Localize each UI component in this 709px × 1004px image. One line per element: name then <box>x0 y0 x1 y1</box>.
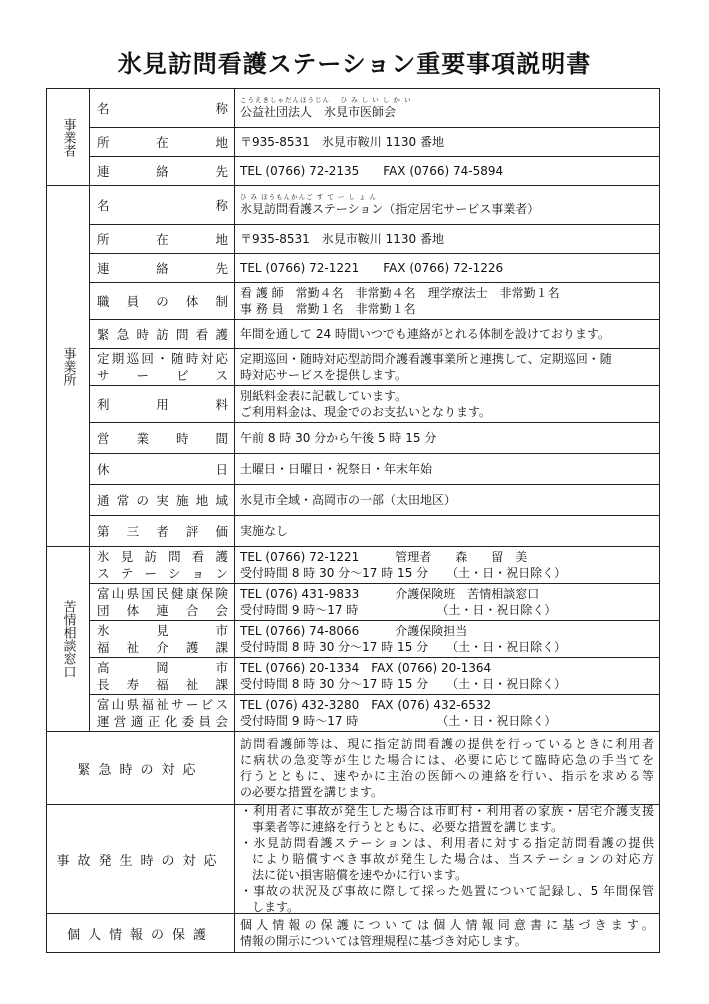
row-value <box>235 89 659 127</box>
bullet-line: ・氷見訪問看護ステーションは、利用者に対する指定訪問看護の提供 <box>240 836 654 850</box>
row-label <box>90 386 235 422</box>
row-label-line: 名 称 <box>97 100 228 116</box>
complaints-row <box>90 694 659 731</box>
operator-row <box>90 127 659 156</box>
row-value-line: ご利用料金は、現金でのお支払いとなります。 <box>240 405 492 419</box>
row-value-line: TEL (0766) 72-1221 管理者 森 留 美 <box>240 550 528 564</box>
row-label-line: 利 用 料 <box>97 396 228 412</box>
row-value-line: 氷見市全域・高岡市の一部（太田地区） <box>240 493 457 507</box>
text-line: 訪問看護師等は、現に指定訪問看護の提供を行っているときに利用者 <box>240 737 654 751</box>
office-row <box>90 484 659 515</box>
row-value <box>235 584 659 620</box>
row-value-line: 受付時間 9 時～17 時 （土・日・祝日除く） <box>240 714 557 728</box>
row-value-line: TEL (0766) 20-1334 FAX (0766) 20-1364 <box>240 661 492 675</box>
row-value <box>235 516 659 546</box>
complaints-row <box>90 620 659 657</box>
row-value <box>235 283 659 319</box>
row-value-line: TEL (076) 432-3280 FAX (076) 432-6532 <box>240 698 492 712</box>
row-value-line: TEL (0766) 74-8066 介護保険担当 <box>240 624 468 638</box>
complaints-rows <box>90 547 659 731</box>
row-label-line: 運営適正化委員会 <box>97 714 228 729</box>
row-value <box>235 186 659 224</box>
emergency-text <box>235 732 659 804</box>
row-label <box>90 584 235 620</box>
row-label <box>90 225 235 253</box>
row-label <box>90 423 235 453</box>
privacy-section <box>47 913 659 952</box>
text-line: 情報の開示については管理規程に基づき対応します。 <box>240 934 527 948</box>
row-label-line: 第三者評価 <box>97 523 228 539</box>
row-label-line: サービス <box>97 368 228 383</box>
office-row <box>90 515 659 546</box>
row-value-line: TEL (0766) 72-2135 FAX (0766) 74-5894 <box>240 164 504 178</box>
row-label-line: 職員の体制 <box>97 293 228 309</box>
row-label-line: 定期巡回・随時対応 <box>97 351 228 366</box>
row-label-line: 緊急時訪問看護 <box>97 326 228 342</box>
furigana: ひ み ほうもんかんご す て ー し ょ ん <box>240 193 378 201</box>
row-label <box>90 186 235 224</box>
row-label-line: 所 在 地 <box>97 231 228 247</box>
office-row <box>90 319 659 348</box>
office-section <box>47 185 659 546</box>
office-row <box>90 186 659 224</box>
operator-row <box>90 89 659 127</box>
row-value <box>235 254 659 282</box>
row-value <box>235 695 659 731</box>
privacy-label: 個人情報の保護 <box>47 914 235 952</box>
row-label-line: 氷見市 <box>97 623 228 638</box>
row-label <box>90 254 235 282</box>
row-label-line: 名 称 <box>97 197 228 213</box>
row-value <box>235 128 659 156</box>
row-value-line: 〒935-8531 氷見市鞍川 1130 番地 <box>240 232 444 246</box>
page-title: 氷見訪問看護ステーション重要事項説明書 <box>117 50 592 78</box>
office-row <box>90 282 659 319</box>
office-rows <box>90 186 659 546</box>
row-label-line: 連 絡 先 <box>97 163 228 179</box>
row-label <box>90 157 235 185</box>
row-value <box>235 157 659 185</box>
accident-text <box>235 805 659 913</box>
office-row <box>90 385 659 422</box>
row-label <box>90 516 235 546</box>
emergency-label: 緊急時の対応 <box>47 732 235 804</box>
row-label-line: 営業時間 <box>97 430 228 446</box>
text-line: 個人情報の保護については個人情報同意書に基づきます。 <box>240 918 654 932</box>
explanation-form <box>46 88 660 953</box>
furigana: こうえきしゃだんほうじん ひ み し い し か い <box>240 96 412 104</box>
complaints-row <box>90 547 659 583</box>
row-value-line: 実施なし <box>240 524 289 538</box>
accident-section <box>47 804 659 913</box>
accident-label: 事故発生時の対応 <box>47 805 235 913</box>
row-value <box>235 658 659 694</box>
bullet-continuation: 法に従い損害賠償を速やかに行います。 <box>252 868 468 882</box>
row-value <box>235 320 659 348</box>
row-value-line: 土曜日・日曜日・祝祭日・年末年始 <box>240 462 433 476</box>
row-value-line: 事 務 員 常勤１名 非常勤１名 <box>240 302 416 316</box>
row-label-line: 富山県国民健康保険 <box>97 586 228 601</box>
office-row <box>90 453 659 484</box>
row-label-line: 富山県福祉サービス <box>97 697 228 712</box>
row-label-line: 休 日 <box>97 461 228 477</box>
text-line: に病状の急変等が生じた場合には、必要に応じて臨時応急の手当てを <box>240 753 654 767</box>
bullet-continuation: します。 <box>252 900 300 914</box>
complaints-row <box>90 583 659 620</box>
row-value <box>235 423 659 453</box>
row-value-line: 年間を通して 24 時間いつでも連絡がとれる体制を設けております。 <box>240 327 610 341</box>
row-label-line: 所 在 地 <box>97 134 228 150</box>
emergency-section <box>47 731 659 804</box>
row-label-line: 団体連合会 <box>97 603 228 618</box>
row-value-line: 時対応サービスを提供します。 <box>240 368 408 382</box>
row-value <box>235 621 659 657</box>
bullet-continuation: 事業者等に連絡を行うとともに、必要な措置を講じます。 <box>252 820 564 834</box>
office-row <box>90 348 659 385</box>
operator-section-label: 事業者 <box>60 117 76 157</box>
row-label <box>90 485 235 515</box>
text-line: 行うとともに、速やかに主治の医師への連絡を行い、指示を求める等 <box>240 769 654 783</box>
row-label <box>90 320 235 348</box>
office-row <box>90 253 659 282</box>
office-section-label: 事業所 <box>60 346 76 386</box>
row-value-line: 公益社団法人 氷見市医師会 <box>240 105 397 119</box>
row-value-line: 定期巡回・随時対応型訪問介護看護事業所と連携して、定期巡回・随 <box>240 352 612 366</box>
row-value-line: 午前 8 時 30 分から午後 5 時 15 分 <box>240 431 437 445</box>
row-label <box>90 695 235 731</box>
row-label-line: 高岡市 <box>97 660 228 675</box>
operator-rows <box>90 89 659 185</box>
row-value <box>235 225 659 253</box>
row-value <box>235 454 659 484</box>
row-value <box>235 485 659 515</box>
complaints-section <box>47 546 659 731</box>
row-value-line: 看 護 師 常勤４名 非常勤４名 理学療法士 非常勤１名 <box>240 286 560 300</box>
complaints-section-label: 苦情相談窓口 <box>60 600 76 678</box>
complaints-row <box>90 657 659 694</box>
office-row <box>90 224 659 253</box>
row-value-line: 受付時間 8 時 30 分～17 時 15 分 （土・日・祝日除く） <box>240 566 567 580</box>
operator-row <box>90 156 659 185</box>
office-row <box>90 422 659 453</box>
row-label <box>90 349 235 385</box>
privacy-text <box>235 914 659 952</box>
bullet-line: ・事故の状況及び事故に際して採った処置について記録し、5 年間保管 <box>240 884 654 898</box>
row-label-line: 氷見訪問看護 <box>97 549 228 564</box>
row-label <box>90 128 235 156</box>
row-label <box>90 547 235 583</box>
row-value-line: 氷見訪問看護ステーション（指定居宅サービス事業者） <box>240 202 540 216</box>
row-label <box>90 454 235 484</box>
row-value-line: 受付時間 8 時 30 分～17 時 15 分 （土・日・祝日除く） <box>240 677 567 691</box>
row-label <box>90 89 235 127</box>
row-value-line: 〒935-8531 氷見市鞍川 1130 番地 <box>240 135 444 149</box>
bullet-line: ・利用者に事故が発生した場合は市町村・利用者の家族・居宅介護支援 <box>240 804 654 818</box>
row-value <box>235 349 659 385</box>
text-line: の必要な措置を講じます。 <box>240 785 384 799</box>
row-label <box>90 658 235 694</box>
row-label-line: 連 絡 先 <box>97 260 228 276</box>
row-label <box>90 621 235 657</box>
bullet-continuation: により賠償すべき事故が発生した場合は、当ステーションの対応方 <box>252 852 654 866</box>
row-label-line: 長寿福祉課 <box>97 677 228 692</box>
row-value <box>235 386 659 422</box>
row-value-line: 受付時間 9 時～17 時 （土・日・祝日除く） <box>240 603 557 617</box>
row-value-line: TEL (0766) 72-1221 FAX (0766) 72-1226 <box>240 261 504 275</box>
row-value-line: TEL (076) 431-9833 介護保険班 苦情相談窓口 <box>240 587 540 601</box>
row-label-line: 通常の実施地域 <box>97 492 228 508</box>
row-value-line: 受付時間 8 時 30 分～17 時 15 分 （土・日・祝日除く） <box>240 640 567 654</box>
row-value <box>235 547 659 583</box>
row-label-line: ステーション <box>97 566 228 581</box>
operator-section <box>47 89 659 185</box>
row-label <box>90 283 235 319</box>
row-value-line: 別紙料金表に記載しています。 <box>240 389 408 403</box>
row-label-line: 福祉介護課 <box>97 640 228 655</box>
